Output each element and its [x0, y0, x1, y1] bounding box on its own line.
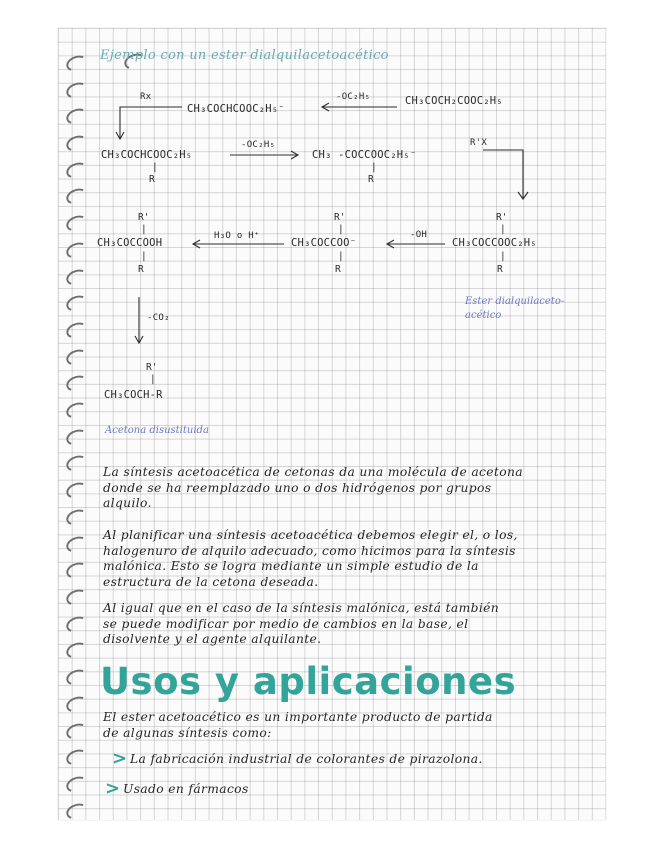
carboxylate-top-bond: | — [338, 224, 344, 235]
alkylated-ester: CH₃COCHCOOC₂H₅ — [101, 149, 193, 161]
acid-bottom-substituent: R — [138, 264, 144, 275]
carboxylate-top-substituent: R' — [334, 212, 346, 223]
bullet-item: La fabricación industrial de colorantes de pirazolona. — [130, 752, 483, 766]
paragraph-line: estructura de la cetona deseada. — [103, 574, 319, 589]
diester-bottom-bond: | — [500, 251, 506, 262]
disubstituted-acetone: CH₃COCH-R — [104, 389, 163, 401]
step4-reagent: R'X — [470, 138, 488, 148]
diester-top-substituent: R' — [496, 212, 508, 223]
paragraph-line: Al planificar una síntesis acetoacética debemos elegir el, o los, — [103, 528, 518, 542]
carboxylate-bottom-substituent: R — [335, 264, 341, 275]
paragraph-line: de algunas síntesis como: — [103, 725, 272, 740]
alkylated-substituent: R — [149, 174, 155, 185]
enolate2-bond: | — [371, 162, 377, 173]
paragraph-line: halogenuro de alquilo adecuado, como hicimos para la síntesis — [103, 543, 516, 558]
paragraph-intro — [103, 465, 523, 512]
paragraph-line: Al igual que en el caso de la síntesis malónica, está también — [103, 601, 500, 615]
diester-bottom-substituent: R — [497, 264, 503, 275]
acid-top-bond: | — [141, 224, 147, 235]
paragraph-planning — [103, 528, 518, 590]
section-heading: Usos y aplicaciones — [100, 660, 517, 703]
paragraph-line: El ester acetoacético es un importante producto de partida — [103, 710, 493, 724]
paragraph-line: La síntesis acetoacética de cetonas da una molécula de acetona — [103, 465, 523, 479]
paragraph-line: disolvente y el agente alquilante. — [103, 632, 322, 646]
paragraph-line: se puede modificar por medio de cambios en la base, el — [103, 616, 469, 631]
alkylated-bond: | — [152, 162, 158, 173]
chevron-right-icon: > — [105, 778, 121, 799]
carboxylate: CH₃COCCOO⁻ — [291, 237, 357, 249]
carboxylate-bottom-bond: | — [338, 251, 344, 262]
dialkyl-ester: CH₃COCCOOC₂H₅ — [452, 237, 537, 249]
bullet-item: Usado en fármacos — [123, 782, 249, 796]
section-intro — [103, 710, 493, 741]
step7-reagent: -CO₂ — [147, 313, 170, 323]
paragraph-line: donde se ha reemplazado uno o dos hidrógenos por grupos — [103, 480, 492, 495]
chevron-right-icon: > — [112, 748, 128, 769]
ketone-top-substituent: R' — [146, 362, 158, 373]
dialkyl-ester-name: Ester dialquilaceto-acético — [465, 296, 565, 321]
enolate-2: CH₃ -COCCOOC₂H₅⁻ — [312, 149, 417, 161]
example-title: Ejemplo con un ester dialquilacetoacético — [100, 48, 389, 63]
acid-top-substituent: R' — [138, 212, 150, 223]
starting-ester: CH₃COCH₂COOC₂H₅ — [405, 95, 503, 107]
enolate-1: CH₃COCHCOOC₂H₅⁻ — [187, 103, 285, 115]
step5-reagent: -OH — [410, 230, 428, 240]
paragraph-variations — [103, 601, 499, 648]
paragraph-line: malónica. Esto se logra mediante un simple estudio de la — [103, 559, 479, 573]
keto-acid: CH₃COCCOOH — [97, 237, 163, 249]
diester-top-bond: | — [500, 224, 506, 235]
step2-reagent: Rx — [140, 92, 152, 102]
step1-reagent: -OC₂H₅ — [336, 92, 371, 102]
acid-bottom-bond: | — [141, 251, 147, 262]
ketone-top-bond: | — [150, 374, 156, 385]
step6-reagent: H₃O o H⁺ — [214, 231, 260, 241]
enolate2-substituent: R — [368, 174, 374, 185]
step3-reagent: -OC₂H₅ — [241, 140, 276, 150]
disubstituted-acetone-name: Acetona disustituida — [105, 425, 209, 436]
paragraph-line: alquilo. — [103, 496, 152, 510]
